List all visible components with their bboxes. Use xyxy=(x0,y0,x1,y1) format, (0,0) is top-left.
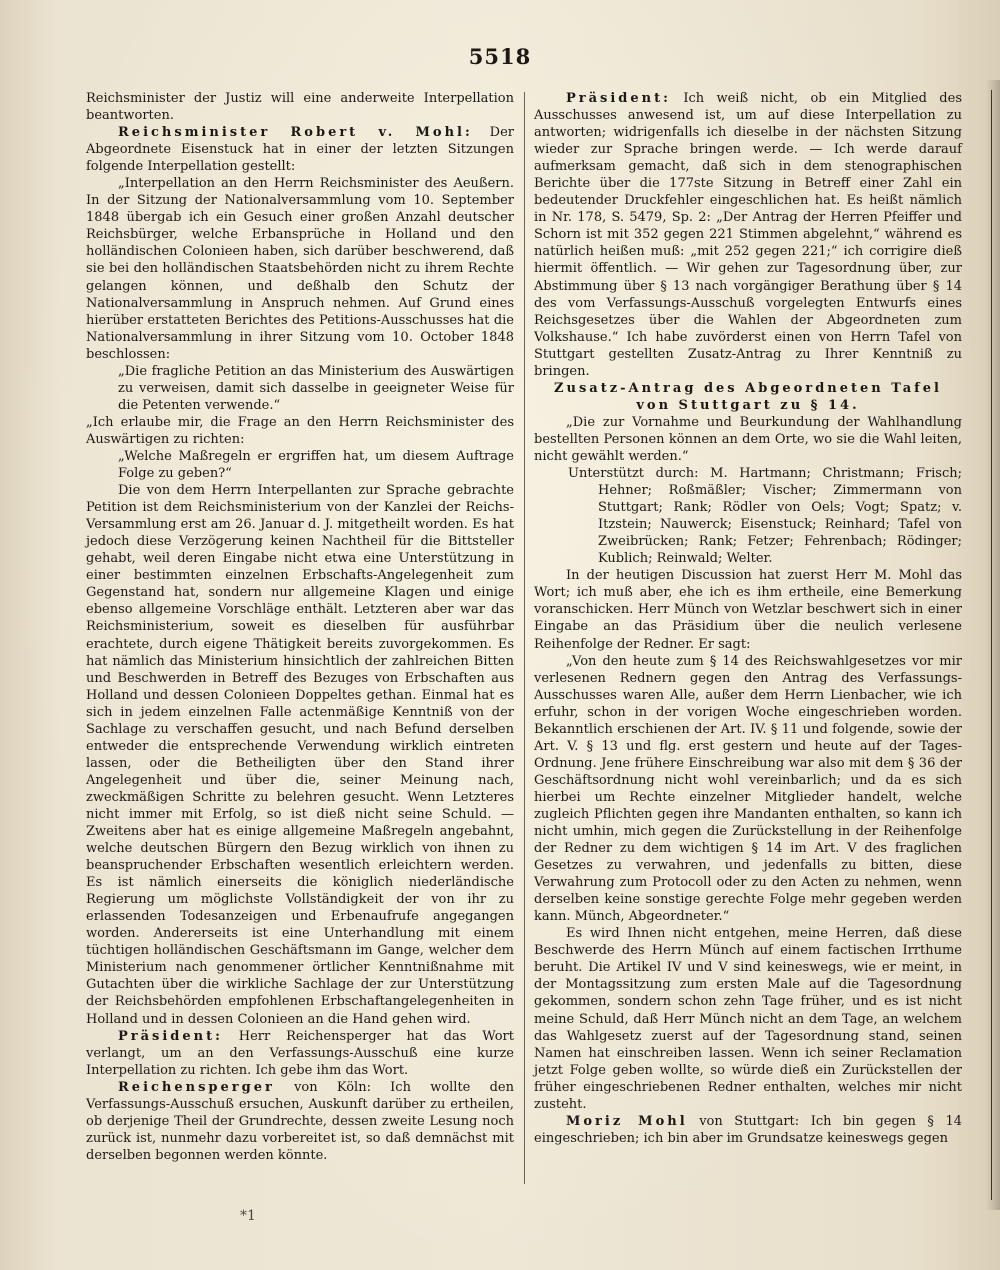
page-edge-line xyxy=(991,90,992,1200)
paragraph: Es wird Ihnen nicht entgehen, meine Herren, daß diese Beschwerde des Herrn Münch auf einem factischen Irrthume beruht. Die Artikel IV und V sind keineswegs, wie er meint, in der Montagssitzung zum ersten Male auf die Tagesordnung gekommen, sondern schon zehn Tage früher, und es ist nicht meine Schuld, daß Herr Münch nicht an dem Tage, an welchem das Wahlgesetz zuerst auf der Tagesordnung stand, seinen Namen hat einschreiben lassen. Wenn ich seiner Reclamation jetzt Folge geben wollte, so würde dieß ein Zurückstellen der früher eingeschriebenen Redner enthalten, welches mir nicht zusteht. xyxy=(534,926,962,1112)
speaker-name: Präsident: xyxy=(118,1028,223,1044)
paragraph xyxy=(86,124,514,175)
paragraph xyxy=(86,1079,514,1164)
paragraph: „Die zur Vornahme und Beurkundung der Wahlhandlung bestellten Personen können an dem Orte, wo sie die Wahl leiten, nicht gewählt werden.“ xyxy=(534,414,962,464)
footer-mark: *1 xyxy=(240,1208,256,1224)
speech-text: von Köln: Ich wollte den Verfassungs-Ausschuß ersuchen, Auskunft darüber zu ertheilen, ob derjenige Theil der Grundrechte, dessen zweite Lesung noch zurück ist, nunmehr dazu vorbereitet ist, so daß demnächst mit derselben begonnen werden könnte. xyxy=(86,1079,514,1163)
paragraph: „Interpellation an den Herrn Reichsminister des Aeußern. In der Sitzung der Nationalversammlung vom 10. September 1848 übergab ich ein Gesuch einer großen Anzahl deutscher Reichsbürger, welche Erbansprüche in Holland und den holländischen Colonieen haben, sich darüber beschwerend, daß sie bei den holländischen Staatsbehörden nicht zu ihrem Rechte gelangen können, und deßhalb den Schutz der Nationalversammlung in Anspruch nehmen. Auf Grund eines hierüber erstatteten Berichtes des Petitions-Ausschusses hat die Nationalversammlung in ihrer Sitzung vom 10. October 1848 beschlossen: xyxy=(86,176,514,362)
paragraph: Zusatz-Antrag des Abgeordneten Tafel von Stuttgart zu § 14. xyxy=(554,380,942,413)
right-column xyxy=(534,90,962,1147)
left-column xyxy=(86,90,514,1164)
speech-text: von Stuttgart: Ich bin gegen § 14 eingeschrieben; ich bin aber im Grundsatze keineswegs gegen xyxy=(534,1113,962,1146)
paragraph xyxy=(534,1113,962,1147)
paragraph: Die von dem Herrn Interpellanten zur Sprache gebrachte Petition ist dem Reichsministerium von der Kanzlei der Reichs-Versammlung erst am 26. Januar d. J. mitgetheilt worden. Es hat jedoch diese Verzögerung keinen Nachtheil für die Bittsteller gehabt, weil deren Eingabe nicht etwa eine Unterstützung in einer bestimmten einzelnen Erbschafts-Angelegenheit zum Gegenstand hat, sondern nur allgemeine Klagen und einige ebenso allgemeine Vorschläge enthält. Letzteren aber war das Reichsministerium, soweit es dieselben für ausführbar erachtete, durch eigene Thätigkeit bereits zuvorgekommen. Es hat nämlich das Ministerium hinsichtlich der zahlreichen Bitten und Beschwerden in Betreff des Bezuges von Erbschaften aus Holland und dessen Colonieen Doppeltes gethan. Einmal hat es sich in jedem einzelnen Falle actenmäßige Kenntniß von der Sachlage zu verschaffen gesucht, und nach Befund derselben entweder die entsprechende Verwendung wirklich eintreten lassen, oder die Betheiligten über den Stand ihrer Angelegenheit und über die, seiner Meinung nach, zweckmäßigen Schritte zu belehren gesucht. Wenn Letzteres nicht immer mit Erfolg, so ist dieß nicht seine Schuld. — Zweitens aber hat es einige allgemeine Maßregeln angebahnt, welche deutschen Bürgern den Bezug wirklich von ihnen zu beanspruchender Erbschaften wesentlich erleichtern werden. Es ist nämlich einerseits die königlich niederländische Regierung um möglichste Vollständigkeit der von ihr zu erlassenden Todesanzeigen und Erbenaufrufe angegangen worden. Andererseits ist eine Unterhandlung mit einem tüchtigen holländischen Geschäftsmann im Gange, welcher dem Ministerium nach genommener örtlicher Kenntnißnahme mit Gutachten über die wirkliche Sachlage der zur Unterstützung der Reichsbehörden empfohlenen Erbschaftangelegenheiten in Holland und in dessen Colonieen an die Hand gehen wird. xyxy=(86,483,514,1027)
paragraph: Unterstützt durch: M. Hartmann; Christmann; Frisch; Hehner; Roßmäßler; Vischer; Zimmermann von Stuttgart; Rank; Rödler von Oels; Vogt; Spatz; v. Itzstein; Nauwerck; Eisenstuck; Reinhard; Tafel von Zweibrücken; Rank; Fetzer; Fehrenbach; Rödinger; Kublich; Reinwald; Welter. xyxy=(568,466,962,567)
paragraph: „Welche Maßregeln er ergriffen hat, um diesem Auftrage Folge zu geben?“ xyxy=(118,448,514,482)
speech-text: Ich weiß nicht, ob ein Mitglied des Ausschusses anwesend ist, um auf diese Interpellation zu antworten; widrigenfalls ich dieselbe in der nächsten Sitzung wieder zur Sprache bringen werde. — Ich werde darauf aufmerksam gemacht, daß sich in dem stenographischen Berichte über die 177ste Sitzung in Betreff einer Zahl ein bedeutender Druckfehler eingeschlichen hat. Es heißt nämlich in Nr. 178, S. 5479, Sp. 2: „Der Antrag der Herren Pfeiffer und Schorn ist mit 352 gegen 221 Stimmen abgelehnt,“ während es natürlich heißen muß: „mit 252 gegen 221;“ ich corrigire dieß hiermit öffentlich. — Wir gehen zur Tagesordnung über, zur Abstimmung über § 13 nach vorgängiger Berathung über § 14 des vom Verfassungs-Ausschuß vorgelegten Entwurfs eines Reichsgesetzes über die Wahlen der Abgeordneten zum Volkshause.“ Ich habe zuvörderst einen von Herrn Tafel von Stuttgart gestellten Zusatz-Antrag zu Ihrer Kenntniß zu bringen. xyxy=(534,91,962,379)
paragraph: „Ich erlaube mir, die Frage an den Herrn Reichsminister des Auswärtigen zu richten: xyxy=(86,414,514,447)
paragraph: „Die fragliche Petition an das Ministerium des Auswärtigen zu verweisen, damit sich dasselbe in geeigneter Weise für die Petenten verwende.“ xyxy=(118,363,514,413)
speaker-name: Moriz Mohl xyxy=(566,1113,688,1129)
paragraph xyxy=(86,1028,514,1079)
paragraph: Reichsminister der Justiz will eine anderweite Interpellation beantworten. xyxy=(86,91,514,124)
paragraph xyxy=(534,90,962,380)
speech-text: Der Abgeordnete Eisenstuck hat in einer der letzten Sitzungen folgende Interpellation gestellt: xyxy=(86,125,514,175)
speech-text: Herr Reichensperger hat das Wort verlangt, um an den Verfassungs-Ausschuß eine kurze Interpellation zu richten. Ich gebe ihm das Wort. xyxy=(86,1028,514,1078)
paragraph: In der heutigen Discussion hat zuerst Herr M. Mohl das Wort; ich muß aber, ehe ich es ihm ertheile, eine Bemerkung voranschicken. Herr Münch von Wetzlar beschwert sich in einer Eingabe an das Präsidium über die neulich verlesene Reihenfolge der Redner. Er sagt: xyxy=(534,568,962,652)
paragraph: „Von den heute zum § 14 des Reichswahlgesetzes vor mir verlesenen Rednern gegen den Antrag des Verfassungs-Ausschusses waren Alle, außer dem Herrn Lienbacher, wie ich erfuhr, schon in der vorigen Woche eingeschrieben worden. Bekanntlich erschienen der Art. IV. § 11 und folgende, sowie der Art. V. § 13 und flg. erst gestern und heute auf der Tages-Ordnung. Jene frühere Einschreibung war also mit dem § 36 der Geschäftsordnung nicht wohl vereinbarlich; und da es sich hierbei um Rechte einzelner Mitglieder handelt, welche zugleich Pflichten gegen ihre Mandanten enthalten, so kann ich nicht umhin, mich gegen die Zurückstellung in der Reihenfolge der Redner zu dem wichtigen § 14 im Art. V des fraglichen Gesetzes zu verwahren, und jedenfalls zu bitten, diese Verwahrung zum Protocoll oder zu den Acten zu nehmen, wenn derselben keine sonstige gerechte Folge mehr gegeben werden kann. Münch, Abgeordneter.“ xyxy=(534,653,962,925)
speaker-name: Reichsminister Robert v. Mohl: xyxy=(118,125,473,141)
speaker-name: Reichensperger xyxy=(118,1079,275,1095)
speaker-name: Präsident: xyxy=(566,91,671,106)
page-number: 5518 xyxy=(468,44,532,69)
column-divider xyxy=(524,92,525,1184)
page-edge-shadow xyxy=(986,80,1000,1210)
